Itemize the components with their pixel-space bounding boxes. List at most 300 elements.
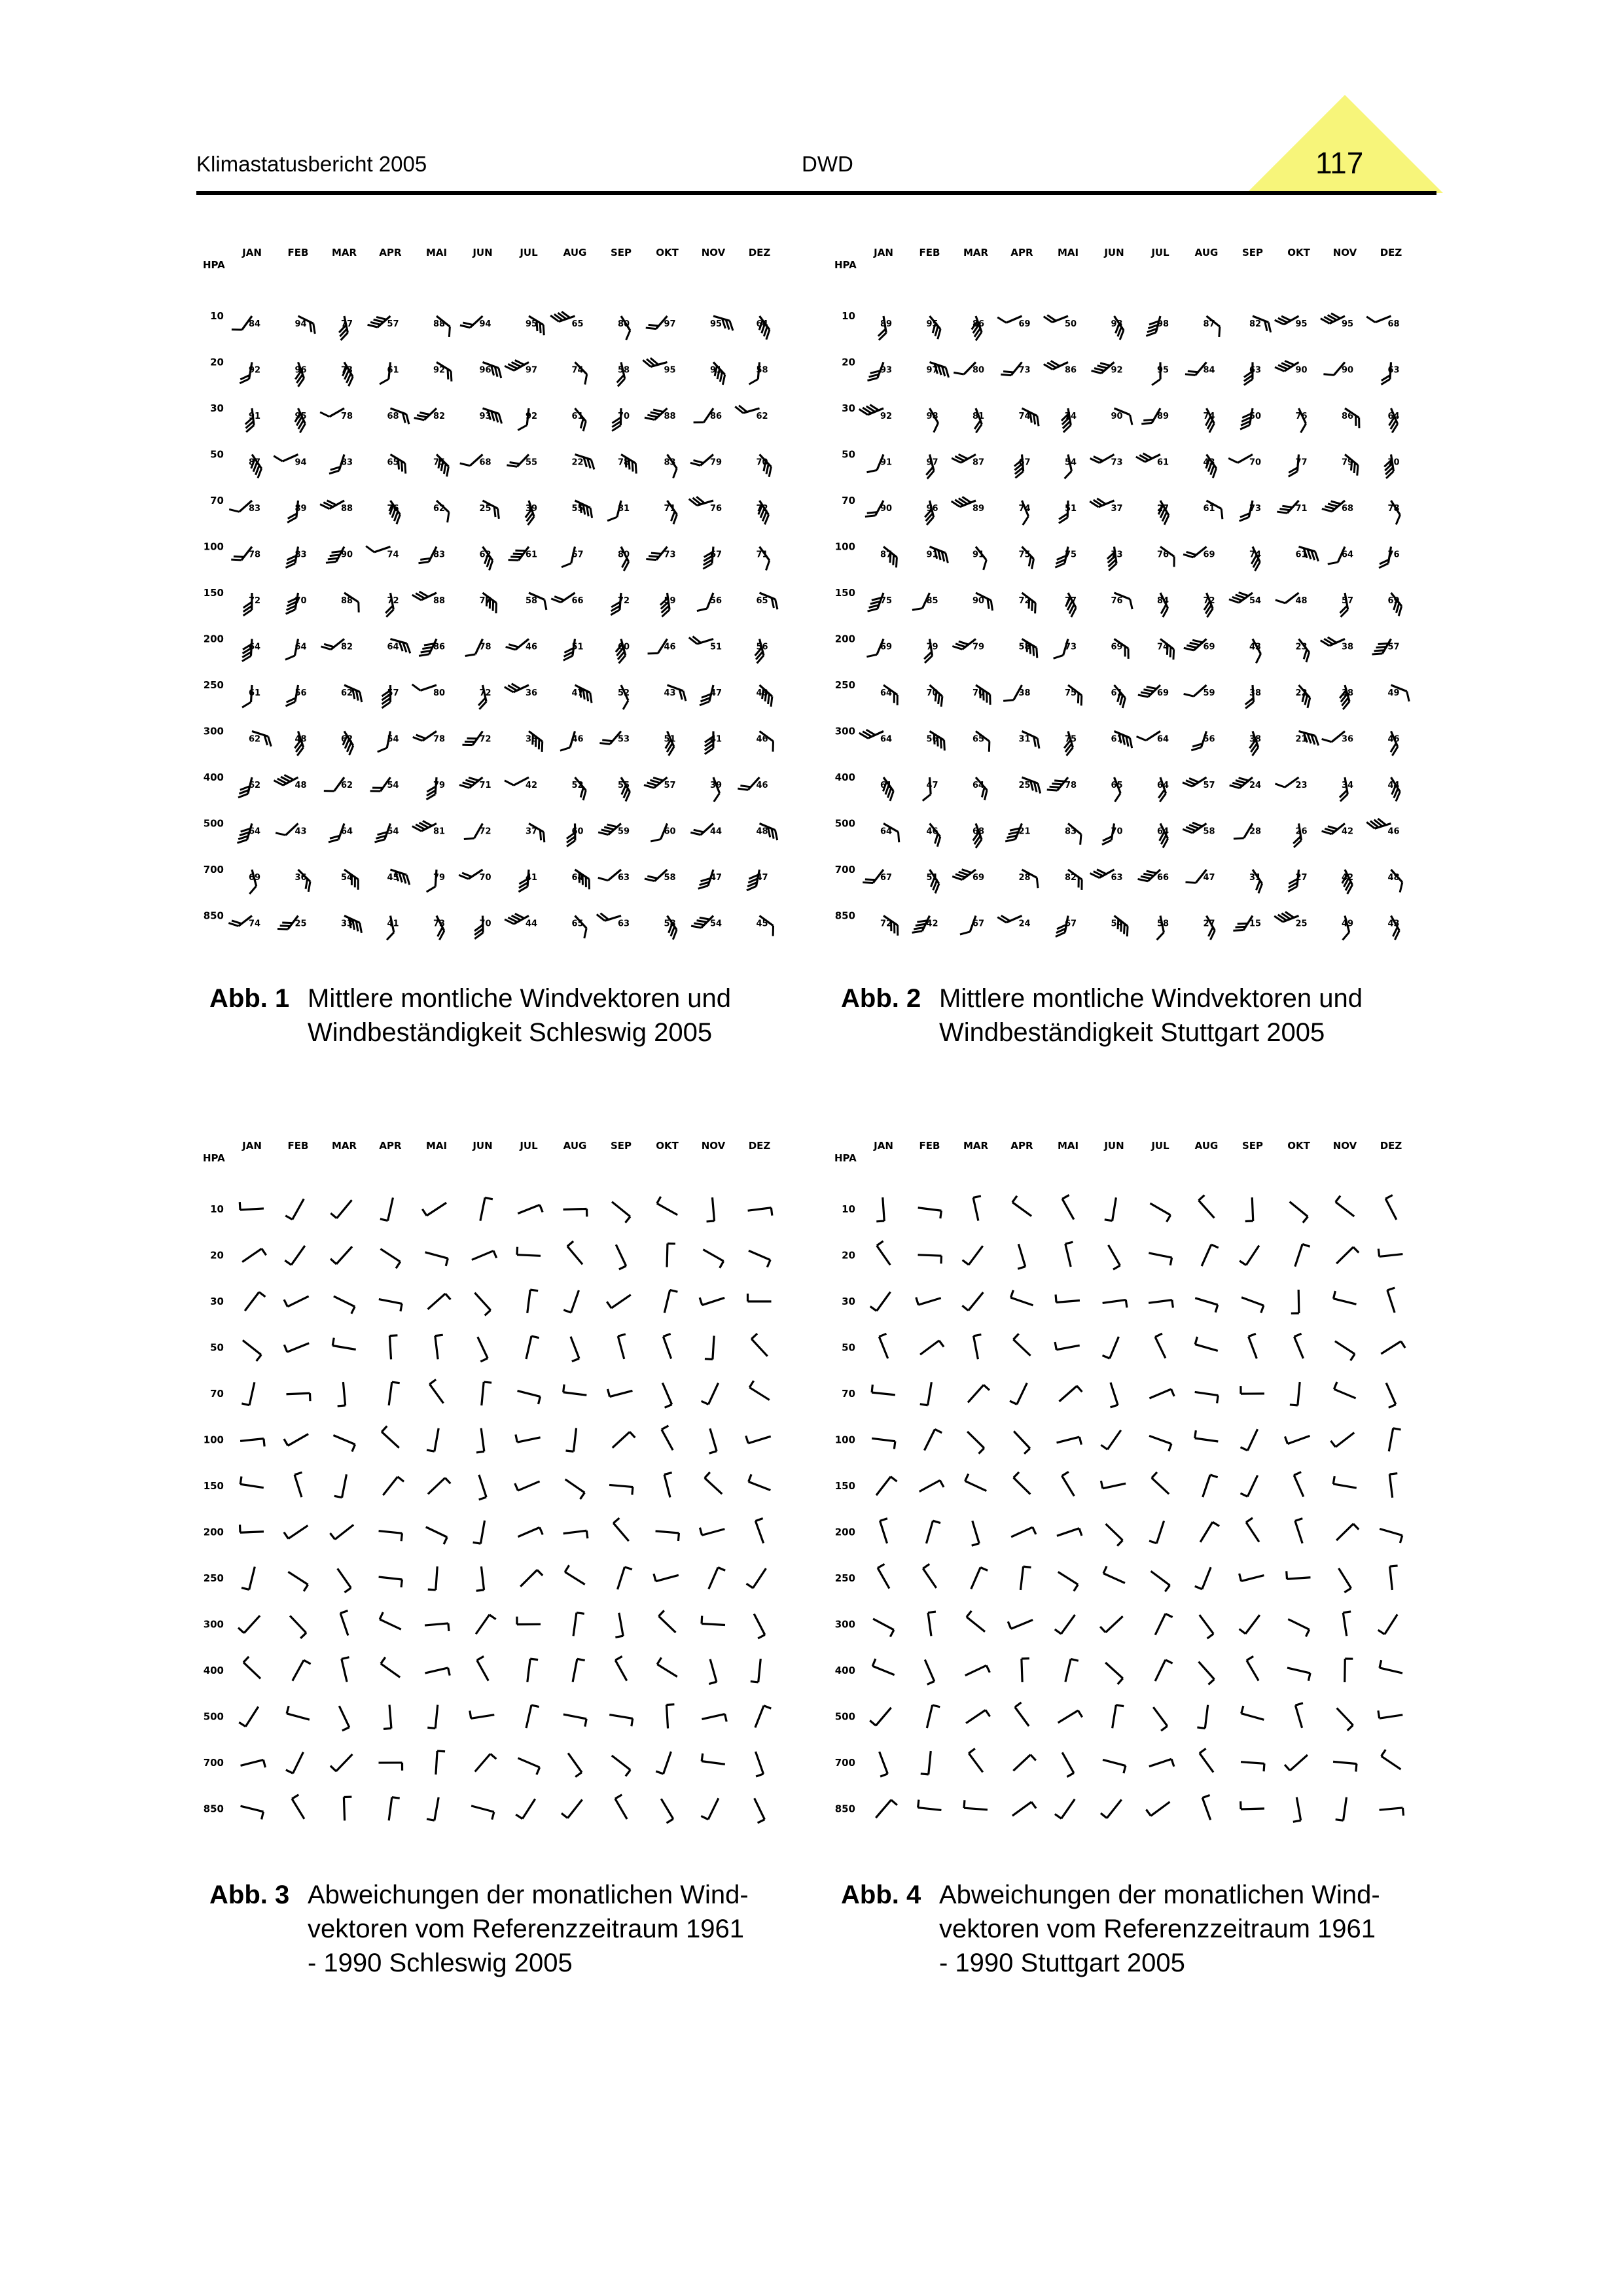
steadiness-value: 93 bbox=[479, 412, 491, 421]
steadiness-value: 45 bbox=[756, 919, 768, 929]
anomaly-vector bbox=[284, 1519, 308, 1538]
anomaly-vector bbox=[654, 1799, 673, 1823]
steadiness-value: 63 bbox=[617, 873, 630, 883]
anomaly-vector bbox=[516, 1430, 541, 1442]
month-label: JUL bbox=[520, 247, 538, 258]
anomaly-vector bbox=[427, 1427, 438, 1452]
anomaly-vector bbox=[563, 1530, 588, 1541]
steadiness-value: 72 bbox=[1018, 596, 1031, 606]
anomaly-vector bbox=[1334, 1291, 1359, 1304]
anomaly-vector bbox=[517, 1616, 541, 1624]
anomaly-vector bbox=[469, 1806, 494, 1820]
anomaly-vector bbox=[755, 1706, 771, 1731]
anomaly-vector bbox=[1058, 1710, 1082, 1729]
anomaly-vector bbox=[1285, 1668, 1310, 1681]
anomaly-vector bbox=[1056, 1293, 1080, 1303]
anomaly-vector bbox=[240, 1201, 264, 1210]
steadiness-value: 53 bbox=[617, 734, 630, 745]
level-label: 700 bbox=[203, 864, 224, 875]
anomaly-vector bbox=[1100, 1610, 1123, 1632]
steadiness-value: 70 bbox=[1249, 457, 1262, 468]
anomaly-vector bbox=[615, 1656, 633, 1680]
anomaly-vector bbox=[1101, 1426, 1120, 1449]
anomaly-vector bbox=[1146, 1203, 1170, 1222]
steadiness-value: 84 bbox=[1156, 596, 1169, 606]
steadiness-value: 90 bbox=[1341, 365, 1354, 376]
steadiness-value: 62 bbox=[340, 781, 353, 790]
level-label: 200 bbox=[203, 633, 224, 645]
anomaly-vector bbox=[749, 1474, 774, 1490]
steadiness-value: 64 bbox=[1156, 734, 1169, 745]
anomaly-vector bbox=[609, 1245, 626, 1269]
anomaly-vector bbox=[1244, 1197, 1253, 1221]
anomaly-vector bbox=[962, 1287, 983, 1310]
level-label: 200 bbox=[203, 1526, 224, 1538]
steadiness-value: 72 bbox=[880, 919, 893, 929]
steadiness-value: 75 bbox=[880, 596, 893, 606]
unit-label: HPA bbox=[203, 1152, 225, 1164]
caption-label: Abb. 2 bbox=[841, 984, 921, 1013]
steadiness-value: 69 bbox=[972, 873, 985, 883]
steadiness-value: 64 bbox=[756, 319, 768, 329]
anomaly-vector bbox=[1336, 1524, 1359, 1546]
anomaly-vector bbox=[1055, 1610, 1075, 1634]
steadiness-value: 55 bbox=[571, 504, 584, 514]
steadiness-value: 54 bbox=[1111, 919, 1123, 929]
anomaly-vector bbox=[284, 1427, 308, 1445]
anomaly-vector bbox=[1149, 1519, 1164, 1544]
steadiness-value: 48 bbox=[1295, 596, 1308, 606]
anomaly-vector bbox=[1199, 1195, 1221, 1218]
steadiness-value: 37 bbox=[525, 826, 538, 837]
steadiness-value: 73 bbox=[340, 365, 353, 376]
steadiness-value: 95 bbox=[664, 365, 676, 376]
steadiness-value: 46 bbox=[756, 734, 768, 745]
level-label: 150 bbox=[203, 587, 224, 599]
anomaly-vector bbox=[751, 1333, 773, 1356]
steadiness-value: 77 bbox=[1064, 596, 1077, 606]
anomaly-vector bbox=[918, 1660, 934, 1685]
anomaly-vector bbox=[562, 1714, 587, 1727]
steadiness-value: 46 bbox=[525, 642, 538, 652]
anomaly-vector bbox=[563, 1337, 579, 1362]
month-label: AUG bbox=[563, 247, 587, 258]
steadiness-value: 59 bbox=[617, 826, 630, 837]
steadiness-value: 62 bbox=[248, 781, 261, 790]
level-label: 50 bbox=[842, 448, 855, 461]
anomaly-vector bbox=[1202, 1795, 1218, 1820]
anomaly-vector bbox=[335, 1382, 345, 1406]
month-label: JAN bbox=[874, 1140, 893, 1152]
steadiness-value: 86 bbox=[1341, 412, 1354, 421]
steadiness-value: 75 bbox=[1064, 734, 1077, 745]
anomaly-vector bbox=[1152, 1472, 1175, 1494]
steadiness-value: 51 bbox=[926, 873, 938, 883]
month-label: MAR bbox=[963, 247, 989, 258]
anomaly-vector bbox=[1240, 1568, 1264, 1581]
steadiness-value: 83 bbox=[294, 550, 307, 560]
anomaly-vector bbox=[1101, 1475, 1126, 1488]
anomaly-vector bbox=[423, 1252, 448, 1266]
anomaly-vector bbox=[927, 1521, 941, 1545]
anomaly-vector bbox=[1379, 1383, 1396, 1408]
figure-abb4-anomaly-chart bbox=[828, 1125, 1417, 1852]
steadiness-value: 64 bbox=[387, 642, 399, 652]
steadiness-value: 67 bbox=[1018, 457, 1031, 468]
month-label: JAN bbox=[242, 1140, 262, 1152]
steadiness-value: 65 bbox=[756, 596, 768, 606]
anomaly-vector bbox=[657, 1197, 681, 1215]
anomaly-vector bbox=[702, 1380, 719, 1405]
anomaly-vector bbox=[471, 1475, 486, 1500]
month-label: NOV bbox=[701, 247, 726, 258]
anomaly-vector bbox=[1195, 1337, 1220, 1351]
steadiness-value: 97 bbox=[525, 365, 538, 376]
figure-abb1-wind-chart bbox=[196, 232, 785, 959]
anomaly-vector bbox=[747, 1564, 766, 1588]
anomaly-vector bbox=[1285, 1202, 1308, 1223]
steadiness-value: 48 bbox=[756, 688, 768, 698]
anomaly-vector bbox=[920, 1341, 944, 1361]
anomaly-vector bbox=[607, 1288, 630, 1308]
level-label: 100 bbox=[203, 1434, 224, 1446]
anomaly-vector bbox=[611, 1613, 623, 1638]
anomaly-vector bbox=[383, 1477, 404, 1500]
level-label: 20 bbox=[210, 356, 224, 368]
level-label: 500 bbox=[203, 817, 224, 830]
steadiness-value: 42 bbox=[1341, 826, 1354, 837]
caption-line: Windbeständigkeit Schleswig 2005 bbox=[308, 1018, 713, 1047]
anomaly-vector bbox=[381, 1657, 404, 1678]
level-label: 500 bbox=[203, 1710, 224, 1723]
steadiness-value: 52 bbox=[617, 688, 630, 698]
anomaly-vector bbox=[755, 1518, 770, 1543]
level-label: 200 bbox=[834, 1526, 855, 1538]
anomaly-vector bbox=[1385, 1195, 1403, 1219]
steadiness-value: 98 bbox=[926, 412, 938, 421]
anomaly-vector bbox=[480, 1197, 493, 1222]
steadiness-value: 65 bbox=[1111, 781, 1123, 790]
steadiness-value: 96 bbox=[479, 365, 491, 376]
anomaly-vector bbox=[879, 1333, 895, 1358]
steadiness-value: 74 bbox=[1249, 550, 1262, 560]
steadiness-value: 69 bbox=[1203, 642, 1215, 652]
steadiness-value: 80 bbox=[617, 319, 630, 329]
month-label: DEZ bbox=[1380, 1140, 1402, 1152]
steadiness-value: 73 bbox=[1111, 457, 1123, 468]
anomaly-vector bbox=[526, 1705, 539, 1730]
steadiness-value: 97 bbox=[926, 365, 938, 376]
anomaly-vector bbox=[334, 1473, 347, 1498]
steadiness-value: 89 bbox=[1156, 412, 1169, 421]
steadiness-value: 36 bbox=[294, 873, 307, 883]
steadiness-value: 75 bbox=[433, 457, 446, 468]
anomaly-vector bbox=[1240, 1762, 1264, 1772]
anomaly-vector bbox=[1249, 1333, 1264, 1358]
caption-label: Abb. 1 bbox=[209, 984, 290, 1013]
anomaly-vector bbox=[618, 1334, 632, 1359]
anomaly-vector bbox=[1334, 1382, 1359, 1398]
anomaly-vector bbox=[919, 1480, 944, 1498]
anomaly-vector bbox=[703, 1659, 717, 1684]
steadiness-value: 28 bbox=[1018, 873, 1031, 883]
anomaly-vector bbox=[1285, 1749, 1308, 1771]
anomaly-vector bbox=[1381, 1341, 1405, 1360]
steadiness-value: 54 bbox=[340, 873, 353, 883]
steadiness-value: 60 bbox=[571, 826, 584, 837]
steadiness-value: 44 bbox=[1387, 781, 1400, 790]
steadiness-value: 88 bbox=[433, 596, 446, 606]
steadiness-value: 70 bbox=[294, 596, 307, 606]
month-label: JUN bbox=[1104, 247, 1124, 258]
month-label: MAI bbox=[1057, 247, 1079, 258]
level-label: 250 bbox=[834, 1572, 855, 1584]
level-label: 150 bbox=[834, 1480, 855, 1492]
anomaly-vector bbox=[928, 1612, 939, 1636]
anomaly-vector bbox=[378, 1577, 402, 1587]
steadiness-value: 54 bbox=[387, 781, 399, 790]
anomaly-vector bbox=[332, 1338, 357, 1350]
steadiness-value: 78 bbox=[340, 412, 353, 421]
anomaly-vector bbox=[1378, 1707, 1402, 1718]
steadiness-value: 69 bbox=[880, 642, 893, 652]
steadiness-value: 75 bbox=[1064, 688, 1077, 698]
steadiness-value: 73 bbox=[1249, 504, 1262, 514]
level-label: 400 bbox=[834, 771, 855, 783]
steadiness-value: 63 bbox=[1387, 365, 1400, 376]
anomaly-vector bbox=[473, 1428, 484, 1453]
anomaly-vector bbox=[1147, 1707, 1168, 1731]
anomaly-vector bbox=[331, 1568, 351, 1592]
steadiness-value: 64 bbox=[972, 781, 985, 790]
anomaly-vector bbox=[1389, 1428, 1400, 1453]
steadiness-value: 68 bbox=[479, 457, 491, 468]
steadiness-value: 72 bbox=[387, 596, 399, 606]
anomaly-vector bbox=[872, 1752, 887, 1776]
steadiness-value: 47 bbox=[709, 688, 722, 698]
steadiness-value: 86 bbox=[1064, 365, 1077, 376]
level-label: 50 bbox=[210, 1341, 224, 1354]
steadiness-value: 87 bbox=[972, 457, 985, 468]
steadiness-value: 86 bbox=[433, 642, 446, 652]
steadiness-value: 88 bbox=[433, 319, 446, 329]
anomaly-vector bbox=[425, 1668, 450, 1681]
anomaly-vector bbox=[565, 1565, 589, 1584]
anomaly-vector bbox=[1390, 1566, 1400, 1590]
anomaly-vector bbox=[287, 1393, 310, 1402]
anomaly-vector bbox=[1193, 1615, 1213, 1638]
anomaly-vector bbox=[608, 1715, 632, 1727]
level-label: 50 bbox=[842, 1341, 855, 1354]
anomaly-vector bbox=[573, 1613, 584, 1637]
anomaly-vector bbox=[1387, 1288, 1402, 1313]
steadiness-value: 92 bbox=[880, 412, 893, 421]
steadiness-value: 61 bbox=[387, 365, 399, 376]
anomaly-vector bbox=[562, 1795, 582, 1818]
anomaly-vector bbox=[872, 1659, 897, 1675]
steadiness-value: 90 bbox=[1295, 365, 1308, 376]
anomaly-vector bbox=[241, 1381, 255, 1405]
anomaly-vector bbox=[875, 1197, 884, 1222]
anomaly-vector bbox=[1294, 1333, 1311, 1358]
steadiness-value: 77 bbox=[479, 596, 491, 606]
steadiness-value: 56 bbox=[709, 596, 722, 606]
steadiness-value: 74 bbox=[1203, 412, 1215, 421]
anomaly-vector bbox=[1100, 1524, 1122, 1546]
steadiness-value: 61 bbox=[248, 688, 261, 698]
level-label: 700 bbox=[203, 1757, 224, 1769]
anomaly-vector bbox=[1057, 1437, 1082, 1450]
level-label: 400 bbox=[203, 1665, 224, 1676]
level-label: 700 bbox=[834, 1757, 855, 1769]
anomaly-vector bbox=[1103, 1300, 1127, 1311]
caption-line: Mittlere montliche Windvektoren und bbox=[939, 984, 1363, 1013]
anomaly-vector bbox=[917, 1208, 941, 1218]
anomaly-vector bbox=[963, 1241, 983, 1265]
steadiness-value: 54 bbox=[387, 734, 399, 745]
steadiness-value: 25 bbox=[294, 919, 307, 929]
steadiness-value: 72 bbox=[479, 688, 491, 698]
month-label: MAI bbox=[425, 1140, 448, 1152]
month-label: DEZ bbox=[1380, 247, 1402, 258]
anomaly-vector bbox=[389, 1797, 400, 1822]
anomaly-vector bbox=[1240, 1610, 1260, 1634]
steadiness-value: 25 bbox=[1295, 919, 1308, 929]
steadiness-value: 73 bbox=[433, 919, 446, 929]
month-label: SEP bbox=[610, 247, 632, 258]
page-number: 117 bbox=[1315, 146, 1364, 180]
steadiness-value: 55 bbox=[617, 781, 630, 790]
anomaly-vector bbox=[1200, 1748, 1220, 1772]
anomaly-vector bbox=[515, 1758, 540, 1775]
month-label: JUN bbox=[1104, 1140, 1124, 1152]
steadiness-value: 25 bbox=[479, 504, 491, 514]
anomaly-vector bbox=[567, 1241, 588, 1264]
anomaly-vector bbox=[927, 1705, 940, 1730]
steadiness-value: 61 bbox=[1203, 504, 1215, 514]
anomaly-vector bbox=[702, 1428, 717, 1453]
anomaly-vector bbox=[475, 1754, 497, 1776]
steadiness-value: 61 bbox=[1111, 688, 1123, 698]
month-label: APR bbox=[379, 247, 402, 258]
steadiness-value: 82 bbox=[1064, 873, 1077, 883]
steadiness-value: 61 bbox=[1111, 734, 1123, 745]
level-label: 20 bbox=[842, 1249, 855, 1262]
anomaly-vector bbox=[969, 1748, 989, 1772]
anomaly-vector bbox=[1195, 1430, 1219, 1441]
steadiness-value: 95 bbox=[926, 319, 938, 329]
steadiness-value: 70 bbox=[617, 412, 630, 421]
steadiness-value: 92 bbox=[525, 412, 538, 421]
steadiness-value: 68 bbox=[972, 826, 985, 837]
anomaly-vector bbox=[751, 1658, 761, 1682]
anomaly-vector bbox=[870, 1287, 891, 1311]
anomaly-vector bbox=[607, 1202, 630, 1223]
anomaly-vector bbox=[285, 1195, 304, 1219]
caption-line: Windbeständigkeit Stuttgart 2005 bbox=[939, 1018, 1325, 1047]
anomaly-vector bbox=[330, 1195, 351, 1218]
anomaly-vector bbox=[1149, 1389, 1174, 1405]
anomaly-vector bbox=[918, 1255, 941, 1263]
publisher: DWD bbox=[802, 152, 853, 176]
steadiness-value: 42 bbox=[1341, 873, 1354, 883]
anomaly-vector bbox=[245, 1292, 265, 1316]
anomaly-vector bbox=[700, 1521, 724, 1535]
anomaly-vector bbox=[520, 1570, 543, 1592]
steadiness-value: 64 bbox=[248, 826, 261, 837]
level-label: 300 bbox=[203, 1618, 224, 1631]
steadiness-value: 64 bbox=[340, 826, 353, 837]
month-label: DEZ bbox=[748, 247, 771, 258]
steadiness-value: 37 bbox=[1111, 504, 1123, 514]
steadiness-value: 97 bbox=[926, 457, 938, 468]
steadiness-value: 80 bbox=[433, 688, 446, 698]
steadiness-value: 64 bbox=[294, 642, 307, 652]
anomaly-vector bbox=[1290, 1381, 1300, 1405]
steadiness-value: 67 bbox=[972, 919, 985, 929]
steadiness-value: 83 bbox=[248, 504, 261, 514]
steadiness-value: 21 bbox=[1295, 734, 1308, 745]
steadiness-value: 65 bbox=[972, 734, 985, 745]
anomaly-vector bbox=[880, 1519, 895, 1544]
level-label: 400 bbox=[834, 1665, 855, 1676]
anomaly-vector bbox=[1011, 1244, 1026, 1269]
anomaly-vector bbox=[872, 1385, 896, 1395]
steadiness-value: 74 bbox=[387, 550, 399, 560]
anomaly-vector bbox=[1149, 1300, 1173, 1311]
anomaly-vector bbox=[563, 1288, 579, 1313]
steadiness-value: 70 bbox=[972, 688, 985, 698]
steadiness-value: 48 bbox=[294, 734, 307, 745]
steadiness-value: 78 bbox=[248, 550, 261, 560]
anomaly-vector bbox=[1380, 1660, 1404, 1673]
steadiness-value: 23 bbox=[1295, 642, 1308, 652]
anomaly-vector bbox=[517, 1247, 541, 1256]
steadiness-value: 70 bbox=[756, 457, 768, 468]
steadiness-value: 71 bbox=[1295, 504, 1308, 514]
anomaly-vector bbox=[1103, 1383, 1118, 1407]
level-label: 400 bbox=[203, 771, 224, 783]
steadiness-value: 76 bbox=[387, 504, 399, 514]
anomaly-vector bbox=[240, 1439, 264, 1449]
anomaly-vector bbox=[702, 1714, 726, 1727]
month-label: SEP bbox=[1241, 247, 1264, 258]
anomaly-vector bbox=[1287, 1570, 1311, 1579]
anomaly-vector bbox=[748, 1294, 772, 1301]
anomaly-vector bbox=[1336, 1796, 1347, 1820]
anomaly-vector bbox=[1289, 1797, 1301, 1822]
anomaly-vector bbox=[618, 1567, 632, 1592]
anomaly-vector bbox=[1200, 1522, 1219, 1546]
caption-line: vektoren vom Referenzzeitraum 1961 bbox=[939, 1915, 1376, 1943]
month-label: MAR bbox=[331, 1140, 357, 1152]
anomaly-vector bbox=[473, 1519, 485, 1544]
anomaly-vector bbox=[745, 1250, 770, 1267]
anomaly-vector bbox=[1378, 1528, 1402, 1543]
steadiness-value: 68 bbox=[1341, 504, 1354, 514]
anomaly-vector bbox=[1105, 1196, 1116, 1220]
steadiness-value: 57 bbox=[1341, 596, 1354, 606]
anomaly-vector bbox=[332, 1706, 349, 1731]
anomaly-vector bbox=[284, 1336, 309, 1352]
month-label: MAR bbox=[331, 247, 357, 258]
anomaly-vector bbox=[1011, 1527, 1036, 1544]
steadiness-value: 58 bbox=[1203, 826, 1215, 837]
anomaly-vector bbox=[1193, 1298, 1218, 1313]
steadiness-value: 74 bbox=[1018, 412, 1031, 421]
steadiness-value: 75 bbox=[1018, 550, 1031, 560]
anomaly-vector bbox=[330, 1296, 355, 1314]
